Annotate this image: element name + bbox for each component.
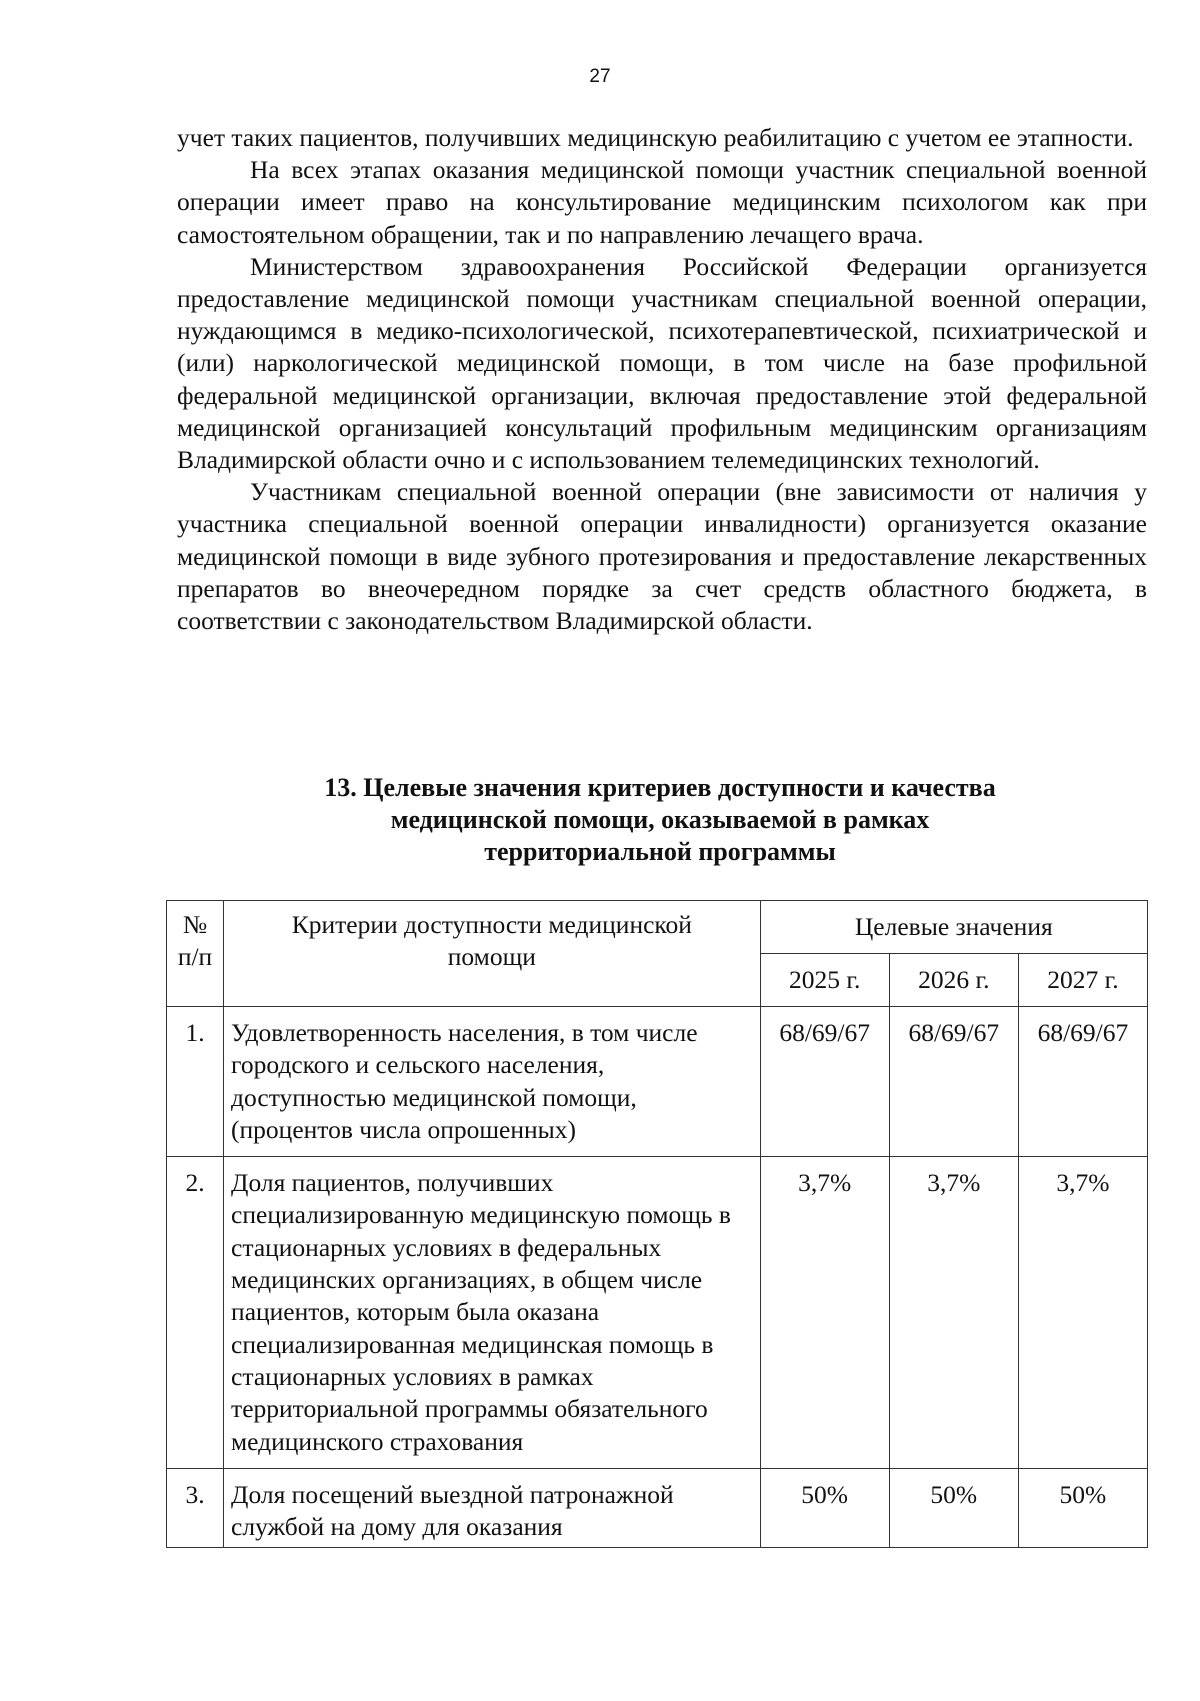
row-value-2025: 68/69/67 [760, 1007, 889, 1157]
row-value-2025: 50% [760, 1468, 889, 1548]
row-value-2027: 50% [1018, 1468, 1147, 1548]
table-row [167, 1157, 1148, 1469]
paragraph-dental: Участникам специальной военной операции (вне зависимости от наличия у участника специальной военной операции инвалидности) организуется оказание медицинской помощи в виде зубного протезирования и предоставление лекарственных препаратов во внеочередном порядке за счет средств областного бюджета, в соответствии с законодательством Владимирской области. [177, 477, 1147, 636]
row-value-2026: 50% [889, 1468, 1018, 1548]
header-criteria-line2: помощи [447, 942, 536, 971]
criteria-table [166, 900, 1148, 1548]
row-value-2026: 3,7% [889, 1157, 1018, 1469]
section-title [220, 772, 1100, 868]
row-value-2027: 68/69/67 [1018, 1007, 1147, 1157]
header-year-2025: 2025 г. [760, 954, 889, 1007]
section-title-line2: медицинской помощи, оказываемой в рамках [390, 805, 930, 834]
row-criteria: Доля посещений выездной патронажной службой на дому для оказания [224, 1468, 761, 1548]
header-year-2027: 2027 г. [1018, 954, 1147, 1007]
row-criteria: Доля пациентов, получивших специализированную медицинскую помощь в стационарных условиях в федеральных медицинских организациях, в общем числе пациентов, которым была оказана специализированная медицинская помощь в стационарных условиях в рамках территориальной программы обязательного медицинского страхования [224, 1157, 761, 1469]
row-criteria: Удовлетворенность населения, в том числе городского и сельского населения, доступностью медицинской помощи, (процентов числа опрошенных) [224, 1007, 761, 1157]
body-text [177, 122, 1147, 637]
row-num: 2. [167, 1157, 224, 1469]
table-row [167, 1468, 1148, 1548]
section-title-line1: 13. Целевые значения критериев доступности и качества [324, 773, 996, 802]
row-value-2026: 68/69/67 [889, 1007, 1018, 1157]
header-year-2026: 2026 г. [889, 954, 1018, 1007]
table-row [167, 1007, 1148, 1157]
row-value-2025: 3,7% [760, 1157, 889, 1469]
section-title-line3: территориальной программы [484, 837, 836, 866]
header-num-line2: п/п [177, 942, 213, 971]
page-number: 27 [589, 66, 611, 87]
row-num: 1. [167, 1007, 224, 1157]
header-criteria [224, 901, 761, 1007]
paragraph-ministry: Министерством здравоохранения Российской Федерации организуется предоставление медицинской помощи участникам специальной военной операции, нуждающимся в медико-психологической, психотерапевтической, психиатрической и (или) наркологической медицинской помощи, в том числе на базе профильной федеральной медицинской организации, включая предоставление этой федеральной медицинской организацией консультаций профильным медицинским организациям Владимирской области очно и с использованием телемедицинских технологий. [177, 251, 1147, 475]
header-num [167, 901, 224, 1007]
table-header-row [167, 901, 1148, 954]
header-criteria-line1: Критерии доступности медицинской [291, 910, 692, 939]
header-target-values: Целевые значения [760, 901, 1147, 954]
header-num-line1: № [182, 910, 208, 939]
row-value-2027: 3,7% [1018, 1157, 1147, 1469]
paragraph-continuation: учет таких пациентов, получивших медицинскую реабилитацию с учетом ее этапности. [177, 123, 1134, 152]
paragraph-psychologist: На всех этапах оказания медицинской помощи участник специальной военной операции имеет право на консультирование медицинским психологом как при самостоятельном обращении, так и по направлению лечащего врача. [177, 155, 1147, 249]
row-num: 3. [167, 1468, 224, 1548]
